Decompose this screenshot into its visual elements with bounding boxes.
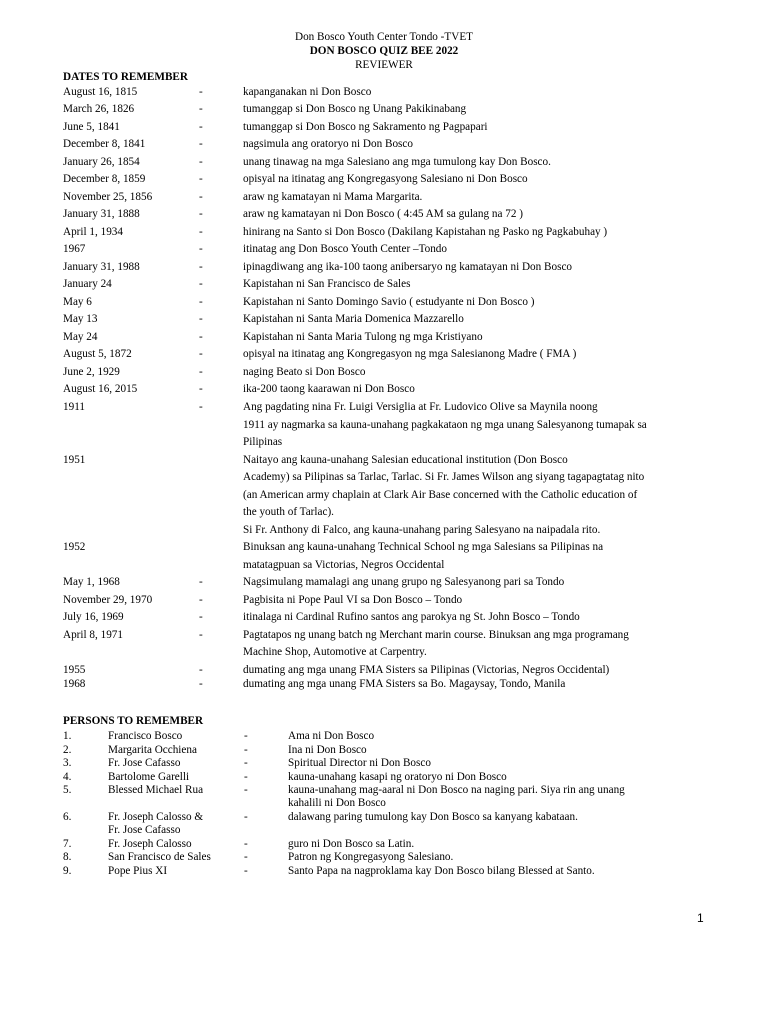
person-name: San Francisco de Sales xyxy=(108,851,211,863)
date-description: Pagtatapos ng unang batch ng Merchant marin course. Binuksan ang mga programang xyxy=(243,629,629,641)
date-row xyxy=(0,85,768,99)
date-description: tumanggap si Don Bosco ng Sakramento ng Pagpapari xyxy=(243,121,488,133)
date-row xyxy=(0,400,768,414)
date-row xyxy=(0,645,768,659)
date-row xyxy=(0,418,768,432)
date-row xyxy=(0,663,768,677)
date-label: 1968 xyxy=(63,678,86,690)
dash-separator: - xyxy=(199,208,203,220)
dash-separator: - xyxy=(244,744,248,756)
person-description: kahalili ni Don Bosco xyxy=(288,797,386,809)
date-label: January 24 xyxy=(63,278,112,290)
person-description: kauna-unahang kasapi ng oratoryo ni Don Bosco xyxy=(288,771,507,783)
date-row xyxy=(0,155,768,169)
date-label: November 25, 1856 xyxy=(63,191,153,203)
dash-separator: - xyxy=(199,226,203,238)
date-row xyxy=(0,277,768,291)
date-label: May 6 xyxy=(63,296,92,308)
dash-separator: - xyxy=(244,757,248,769)
date-label: May 24 xyxy=(63,331,98,343)
date-row xyxy=(0,172,768,186)
person-number: 8. xyxy=(63,851,72,863)
person-name: Fr. Jose Cafasso xyxy=(108,824,181,836)
date-row xyxy=(0,137,768,151)
date-label: June 2, 1929 xyxy=(63,366,120,378)
date-row xyxy=(0,260,768,274)
person-description: Spiritual Director ni Don Bosco xyxy=(288,757,431,769)
date-row xyxy=(0,242,768,256)
dash-separator: - xyxy=(199,191,203,203)
person-name: Fr. Joseph Calosso xyxy=(108,838,192,850)
person-number: 2. xyxy=(63,744,72,756)
date-label: August 5, 1872 xyxy=(63,348,132,360)
dash-separator: - xyxy=(199,348,203,360)
date-description: Pilipinas xyxy=(243,436,283,448)
date-label: 1911 xyxy=(63,401,85,413)
date-row xyxy=(0,190,768,204)
header-subtitle: REVIEWER xyxy=(355,59,413,71)
date-description: ipinagdiwang ang ika-100 taong anibersaryo ng kamatayan ni Don Bosco xyxy=(243,261,573,273)
date-description: 1911 ay nagmarka sa kauna-unahang pagkakataon ng mga unang Salesyanong tumapak sa xyxy=(243,419,647,431)
dash-separator: - xyxy=(199,366,203,378)
person-name: Margarita Occhiena xyxy=(108,744,197,756)
date-description: Kapistahan ni San Francisco de Sales xyxy=(243,278,411,290)
date-label: December 8, 1859 xyxy=(63,173,146,185)
date-description: Naitayo ang kauna-unahang Salesian educational institution (Don Bosco xyxy=(243,454,568,466)
date-row xyxy=(0,610,768,624)
person-name: Pope Pius XI xyxy=(108,865,168,877)
date-label: 1955 xyxy=(63,664,86,676)
date-row xyxy=(0,558,768,572)
date-label: June 5, 1841 xyxy=(63,121,120,133)
person-number: 7. xyxy=(63,838,72,850)
date-row xyxy=(0,347,768,361)
date-label: 1951 xyxy=(63,454,86,466)
dash-separator: - xyxy=(199,121,203,133)
date-description: Ang pagdating nina Fr. Luigi Versiglia at Fr. Ludovico Olive sa Maynila noong xyxy=(243,401,598,413)
dash-separator: - xyxy=(244,851,248,863)
date-label: 1952 xyxy=(63,541,86,553)
dash-separator: - xyxy=(199,313,203,325)
date-description: matatagpuan sa Victorias, Negros Occidental xyxy=(243,559,445,571)
date-description: opisyal na itinatag ang Kongregasyon ng mga Salesianong Madre ( FMA ) xyxy=(243,348,577,360)
date-row xyxy=(0,488,768,502)
page-number: 1 xyxy=(697,911,704,925)
date-description: (an American army chaplain at Clark Air Base concerned with the Catholic education of xyxy=(243,489,638,501)
date-description: ika-200 taong kaarawan ni Don Bosco xyxy=(243,383,415,395)
dash-separator: - xyxy=(244,838,248,850)
dash-separator: - xyxy=(199,576,203,588)
person-description: Patron ng Kongregasyong Salesiano. xyxy=(288,851,454,863)
date-row xyxy=(0,330,768,344)
date-row xyxy=(0,453,768,467)
date-description: Binuksan ang kauna-unahang Technical School ng mga Salesians sa Pilipinas na xyxy=(243,541,604,553)
date-description: Kapistahan ni Santa Maria Domenica Mazzarello xyxy=(243,313,464,325)
dates-section-title: DATES TO REMEMBER xyxy=(63,71,188,83)
date-label: January 26, 1854 xyxy=(63,156,140,168)
date-row xyxy=(0,382,768,396)
date-description: unang tinawag na mga Salesiano ang mga tumulong kay Don Bosco. xyxy=(243,156,551,168)
dash-separator: - xyxy=(199,86,203,98)
person-description: Santo Papa na nagproklama kay Don Bosco bilang Blessed at Santo. xyxy=(288,865,595,877)
person-name: Fr. Jose Cafasso xyxy=(108,757,181,769)
date-description: Pagbisita ni Pope Paul VI sa Don Bosco – Tondo xyxy=(243,594,463,606)
dash-separator: - xyxy=(199,611,203,623)
dash-separator: - xyxy=(199,103,203,115)
date-label: December 8, 1841 xyxy=(63,138,146,150)
date-row xyxy=(0,207,768,221)
date-label: 1967 xyxy=(63,243,86,255)
dash-separator: - xyxy=(244,771,248,783)
person-name: Blessed Michael Rua xyxy=(108,784,204,796)
persons-section-title: PERSONS TO REMEMBER xyxy=(63,715,204,727)
dash-separator: - xyxy=(244,784,248,796)
date-row xyxy=(0,540,768,554)
date-row xyxy=(0,523,768,537)
date-row xyxy=(0,102,768,116)
date-label: July 16, 1969 xyxy=(63,611,124,623)
date-description: opisyal na itinatag ang Kongregasyong Salesiano ni Don Bosco xyxy=(243,173,528,185)
date-description: kapanganakan ni Don Bosco xyxy=(243,86,372,98)
date-description: araw ng kamatayan ni Mama Margarita. xyxy=(243,191,423,203)
date-label: November 29, 1970 xyxy=(63,594,153,606)
date-description: Kapistahan ni Santa Maria Tulong ng mga Kristiyano xyxy=(243,331,483,343)
date-row xyxy=(0,575,768,589)
date-row xyxy=(0,312,768,326)
dash-separator: - xyxy=(199,243,203,255)
person-number: 9. xyxy=(63,865,72,877)
date-description: tumanggap si Don Bosco ng Unang Pakikinabang xyxy=(243,103,467,115)
person-description: guro ni Don Bosco sa Latin. xyxy=(288,838,415,850)
date-description: Nagsimulang mamalagi ang unang grupo ng Salesyanong pari sa Tondo xyxy=(243,576,565,588)
dash-separator: - xyxy=(199,173,203,185)
person-description: dalawang paring tumulong kay Don Bosco sa kanyang kabataan. xyxy=(288,811,578,823)
date-row xyxy=(0,628,768,642)
dash-separator: - xyxy=(199,156,203,168)
date-label: August 16, 1815 xyxy=(63,86,138,98)
date-description: dumating ang mga unang FMA Sisters sa Pilipinas (Victorias, Negros Occidental) xyxy=(243,664,610,676)
person-number: 1. xyxy=(63,730,72,742)
date-row xyxy=(0,470,768,484)
date-description: araw ng kamatayan ni Don Bosco ( 4:45 AM sa gulang na 72 ) xyxy=(243,208,523,220)
dash-separator: - xyxy=(199,678,203,690)
date-description: hinirang na Santo si Don Bosco (Dakilang Kapistahan ng Pasko ng Pagkabuhay ) xyxy=(243,226,608,238)
date-label: April 1, 1934 xyxy=(63,226,123,238)
header-title: DON BOSCO QUIZ BEE 2022 xyxy=(309,45,459,57)
date-row xyxy=(0,677,768,691)
date-description: Kapistahan ni Santo Domingo Savio ( estudyante ni Don Bosco ) xyxy=(243,296,535,308)
dash-separator: - xyxy=(244,811,248,823)
date-label: May 1, 1968 xyxy=(63,576,120,588)
person-number: 3. xyxy=(63,757,72,769)
date-description: nagsimula ang oratoryo ni Don Bosco xyxy=(243,138,413,150)
date-description: naging Beato si Don Bosco xyxy=(243,366,366,378)
dash-separator: - xyxy=(199,331,203,343)
person-description: kauna-unahang mag-aaral ni Don Bosco na naging pari. Siya rin ang unang xyxy=(288,784,625,796)
date-description: itinalaga ni Cardinal Rufino santos ang parokya ng St. John Bosco – Tondo xyxy=(243,611,580,623)
date-row xyxy=(0,365,768,379)
dash-separator: - xyxy=(244,865,248,877)
dash-separator: - xyxy=(244,730,248,742)
date-label: May 13 xyxy=(63,313,98,325)
dash-separator: - xyxy=(199,261,203,273)
person-number: 5. xyxy=(63,784,72,796)
date-row xyxy=(0,435,768,449)
date-description: Academy) sa Pilipinas sa Tarlac, Tarlac. Si Fr. James Wilson ang siyang tagapagtatag nito xyxy=(243,471,645,483)
dash-separator: - xyxy=(199,401,203,413)
dash-separator: - xyxy=(199,138,203,150)
date-description: Machine Shop, Automotive at Carpentry. xyxy=(243,646,427,658)
dash-separator: - xyxy=(199,629,203,641)
person-description: Ama ni Don Bosco xyxy=(288,730,375,742)
date-description: itinatag ang Don Bosco Youth Center –Tondo xyxy=(243,243,447,255)
date-row xyxy=(0,593,768,607)
date-label: March 26, 1826 xyxy=(63,103,135,115)
dash-separator: - xyxy=(199,664,203,676)
person-description: Ina ni Don Bosco xyxy=(288,744,367,756)
date-description: the youth of Tarlac). xyxy=(243,506,334,518)
date-label: April 8, 1971 xyxy=(63,629,123,641)
date-description: Si Fr. Anthony di Falco, ang kauna-unahang paring Salesyano na naipadala rito. xyxy=(243,524,601,536)
date-label: January 31, 1988 xyxy=(63,261,140,273)
person-name: Bartolome Garelli xyxy=(108,771,190,783)
dash-separator: - xyxy=(199,278,203,290)
dash-separator: - xyxy=(199,296,203,308)
dash-separator: - xyxy=(199,383,203,395)
date-label: August 16, 2015 xyxy=(63,383,138,395)
date-row xyxy=(0,225,768,239)
date-row xyxy=(0,295,768,309)
person-name: Fr. Joseph Calosso & xyxy=(108,811,204,823)
header-school: Don Bosco Youth Center Tondo -TVET xyxy=(294,31,473,43)
date-row xyxy=(0,120,768,134)
person-number: 4. xyxy=(63,771,72,783)
date-label: January 31, 1888 xyxy=(63,208,140,220)
person-number: 6. xyxy=(63,811,72,823)
date-row xyxy=(0,505,768,519)
date-description: dumating ang mga unang FMA Sisters sa Bo. Magaysay, Tondo, Manila xyxy=(243,678,566,690)
person-name: Francisco Bosco xyxy=(108,730,183,742)
dash-separator: - xyxy=(199,594,203,606)
